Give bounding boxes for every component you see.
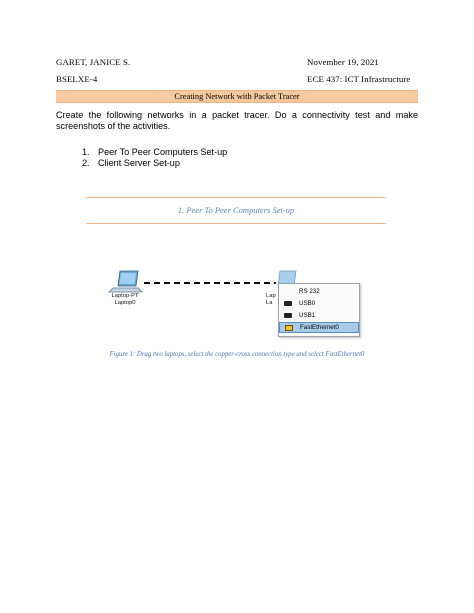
- menu-item-rs232[interactable]: RS 232: [299, 288, 320, 295]
- instructions-paragraph: Create the following networks in a packet tracer. Do a connectivity test and make screenshots of the activities.: [56, 110, 418, 132]
- left-device-label: Laptop-PT Laptop0: [111, 293, 139, 306]
- laptop-icon[interactable]: [109, 271, 142, 292]
- figure-caption: Figure 1: Drag two laptops, select the copper-cross connection type and select FastEthernet0: [109, 351, 365, 358]
- menu-item-usb0[interactable]: USB0: [279, 298, 359, 309]
- task-list: [82, 147, 227, 170]
- title-banner: [56, 90, 418, 103]
- section-rule-top: [86, 197, 386, 198]
- usb-port-icon: [284, 313, 292, 318]
- ethernet-port-icon: [285, 325, 293, 331]
- course-title: ECE 437: ICT Infrastructure: [307, 74, 411, 84]
- document-date: November 19, 2021: [307, 57, 379, 67]
- list-item: 2. Client Server Set-up: [82, 158, 180, 169]
- section-heading: 1. Peer To Peer Computers Set-up: [177, 205, 295, 215]
- section-rule-bottom: [86, 223, 386, 224]
- author-name: GARET, JANICE S.: [56, 57, 131, 67]
- port-selection-menu[interactable]: [278, 283, 360, 337]
- list-item: 1. Peer To Peer Computers Set-up: [82, 147, 228, 157]
- usb-port-icon: [284, 301, 292, 306]
- banner-title: Creating Network with Packet Tracer: [174, 92, 300, 101]
- menu-item-usb1[interactable]: USB1: [279, 310, 359, 321]
- right-device-label: Lap La: [266, 293, 276, 306]
- network-diagram: [100, 265, 300, 315]
- course-section: BSELXE-4: [56, 74, 98, 84]
- menu-item-fastethernet0[interactable]: FastEthernet0: [279, 322, 359, 333]
